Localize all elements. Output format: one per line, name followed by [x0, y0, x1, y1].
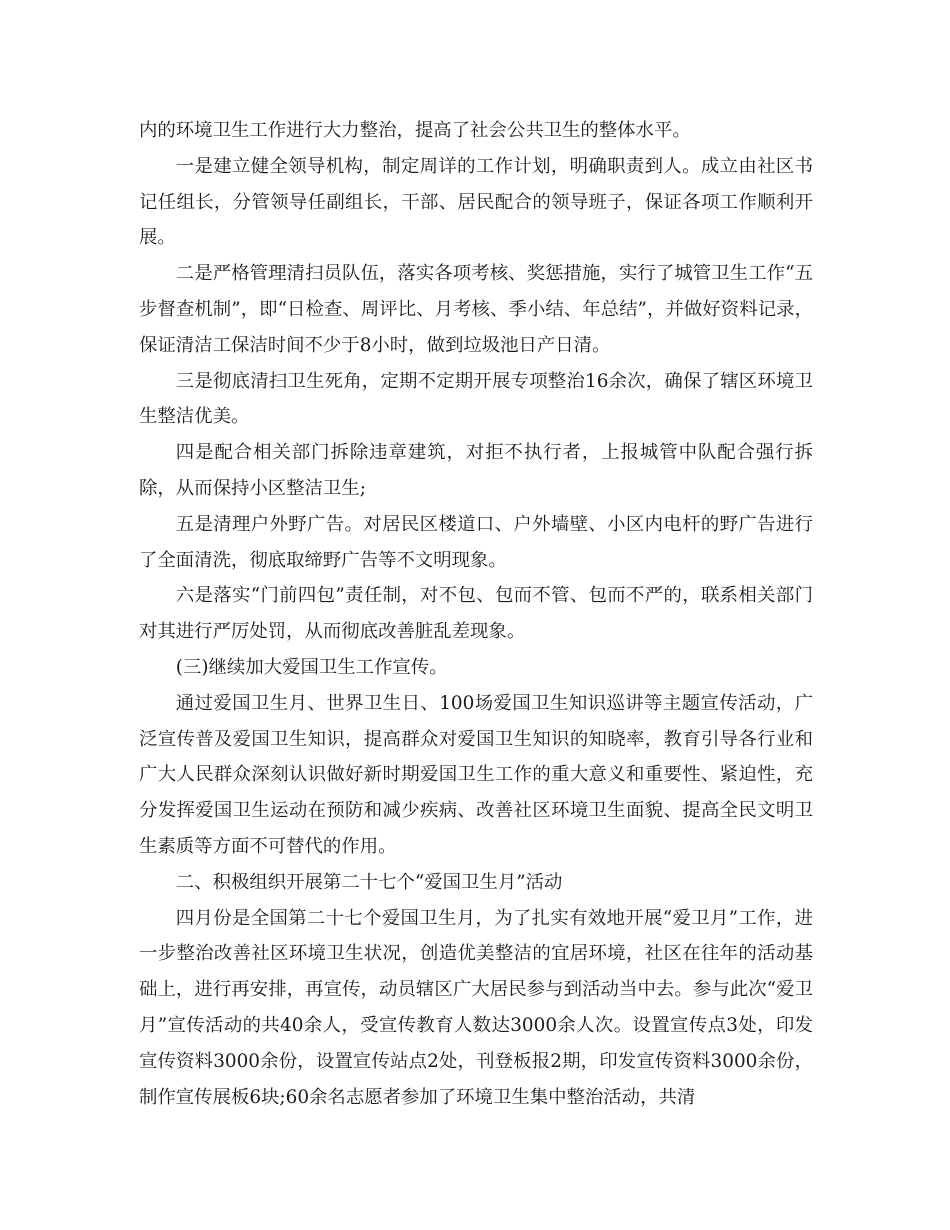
paragraph-item-one: 一是建立健全领导机构，制定周详的工作计划，明确职责到人。成立由社区书记任组长，分管领导任副组长，干部、居民配合的领导班子，保证各项工作顺利开展。: [139, 155, 813, 249]
paragraph-item-two: 二是严格管理清扫员队伍，落实各项考核、奖惩措施，实行了城管卫生工作“五步督查机制”，即“日检查、周评比、月考核、季小结、年总结”，并做好资料记录，保证清洁工保洁时间不少于8小时，做到垃圾池日产日清。: [139, 263, 813, 356]
document-body: [139, 113, 813, 1115]
paragraph-april-campaign: 四月份是全国第二十七个爱国卫生月，为了扎实有效地开展“爱卫月”工作，进一步整治改善社区环境卫生状况，创造优美整洁的宜居环境，社区在往年的活动基础上，进行再安排，再宣传，动员辖区广大居民参与到活动当中去。参与此次“爱卫月”宣传活动的共40余人，受宣传教育人数达3000余人次。设置宣传点3处，印发宣传资料3000余份，设置宣传站点2处，刊登板报2期，印发宣传资料3000余份，制作宣传展板6块;60余名志愿者参加了环境卫生集中整治活动，共清: [139, 907, 813, 1108]
paragraph-item-four: 四是配合相关部门拆除违章建筑，对拒不执行者，上报城管中队配合强行拆除，从而保持小区整洁卫生;: [139, 442, 813, 499]
paragraph-continuation: 内的环境卫生工作进行大力整治，提高了社会公共卫生的整体水平。: [139, 120, 691, 141]
paragraph-item-six: 六是落实“门前四包”责任制，对不包、包而不管、包而不严的，联系相关部门对其进行严厉处罚，从而彻底改善脏乱差现象。: [139, 585, 813, 643]
section-heading-three: (三)继续加大爱国卫生工作宣传。: [175, 656, 448, 678]
paragraph-item-three: 三是彻底清扫卫生死角，定期不定期开展专项整治16余次，确保了辖区环境卫生整洁优美。: [139, 370, 813, 428]
section-heading-two: 二、积极组织开展第二十七个“爱国卫生月”活动: [175, 871, 563, 893]
paragraph-item-five: 五是清理户外野广告。对居民区楼道口、户外墙壁、小区内电杆的野广告进行了全面清洗，彻底取缔野广告等不文明现象。: [139, 513, 813, 571]
paragraph-publicity: 通过爱国卫生月、世界卫生日、100场爱国卫生知识巡讲等主题宣传活动，广泛宣传普及爱国卫生知识，提高群众对爱国卫生知识的知晓率，教育引导各行业和广大人民群众深刻认识做好新时期爱国卫生工作的重大意义和重要性、紧迫性，充分发挥爱国卫生运动在预防和减少疾病、改善社区环境卫生面貌、提高全民文明卫生素质等方面不可替代的作用。: [139, 692, 813, 857]
